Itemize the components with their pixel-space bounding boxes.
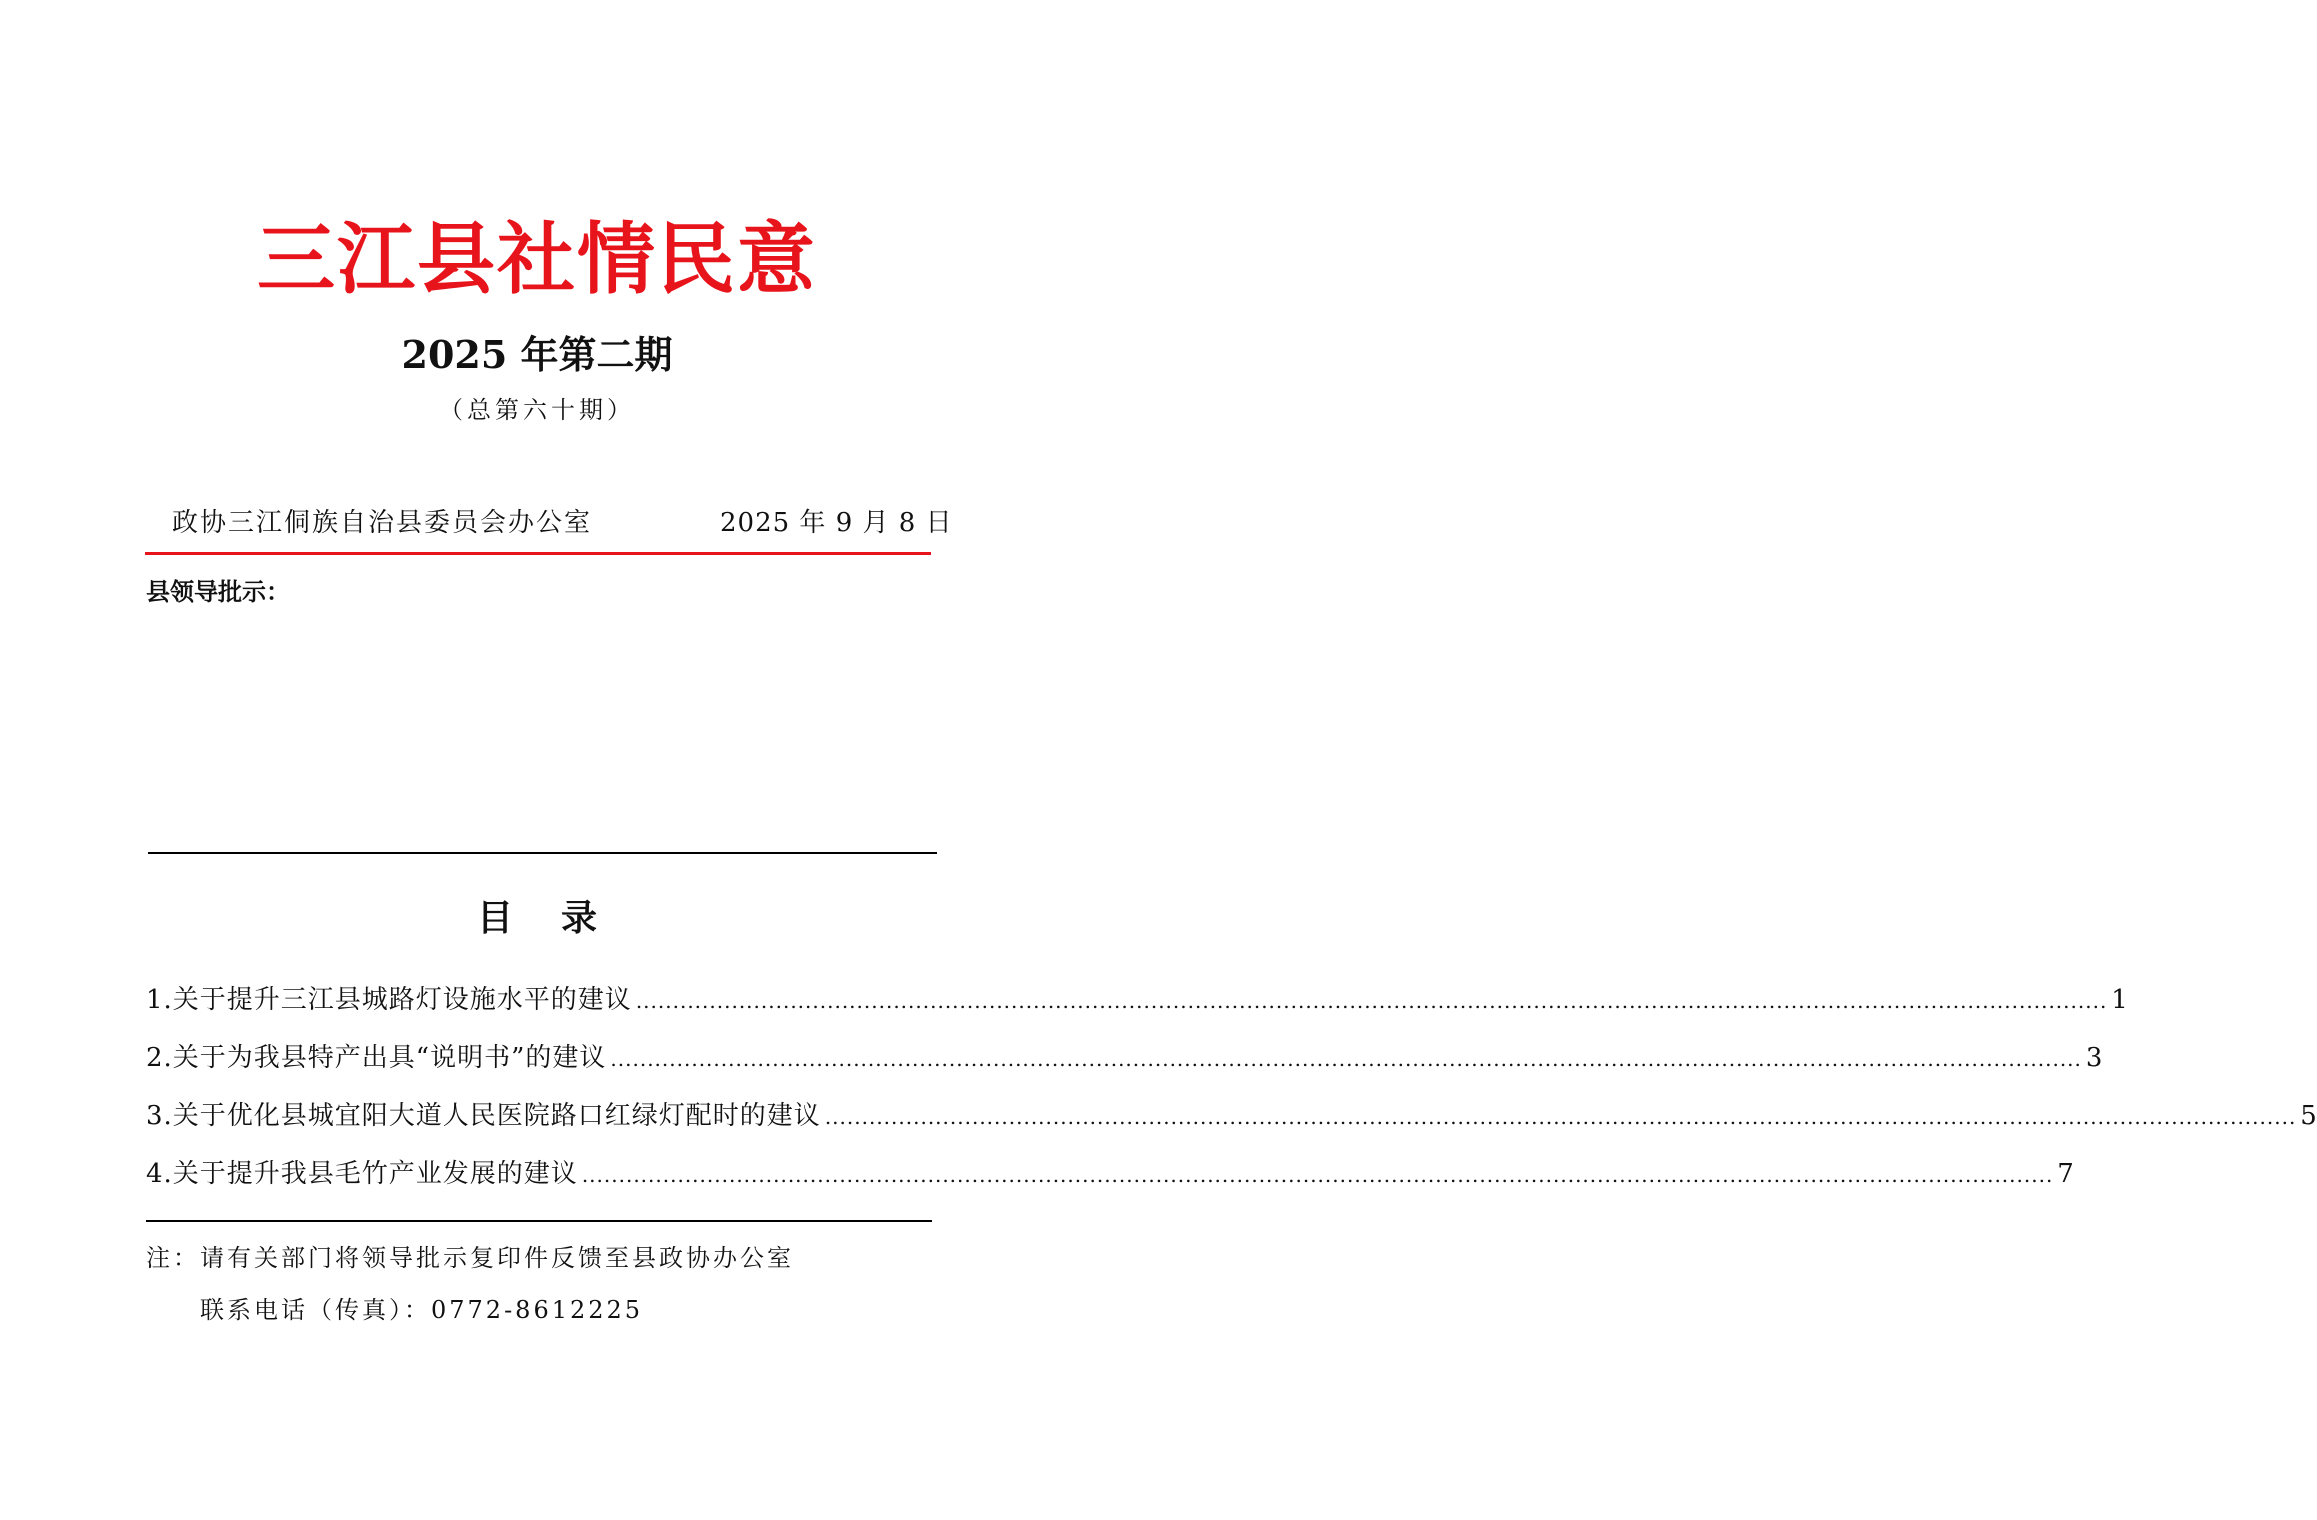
toc-item[interactable] <box>146 1038 2103 1096</box>
toc-item[interactable] <box>146 1096 2317 1154</box>
toc-item-text: 4.关于提升我县毛竹产业发展的建议 <box>146 1159 578 1189</box>
masthead-title: 三江县社情民意 <box>256 214 817 305</box>
toc-item-text: 2.关于为我县特产出具“说明书”的建议 <box>146 1043 607 1073</box>
toc-item-page: 1 <box>2111 985 2128 1015</box>
issue-number: 2025 年第二期 <box>401 332 673 377</box>
contact-phone: 联系电话（传真）：0772-8612225 <box>200 1296 644 1324</box>
issue-date: 2025 年 9 月 8 日 <box>720 508 953 538</box>
toc-item[interactable] <box>146 1154 2074 1212</box>
leader-approval-label: 县领导批示： <box>146 578 290 606</box>
issuing-organization: 政协三江侗族自治县委员会办公室 <box>172 508 593 538</box>
total-issue: （总第六十期） <box>439 396 635 424</box>
toc-item[interactable] <box>146 980 2128 1038</box>
toc-leader-dots: ........................................................................................................................................................................................................ <box>610 1047 2082 1071</box>
toc-leader-dots: ........................................................................................................................................................................................................ <box>824 1105 2297 1129</box>
toc-item-text: 1.关于提升三江县城路灯设施水平的建议 <box>146 985 632 1015</box>
toc-title <box>0 893 1074 943</box>
toc-item-page: 7 <box>2057 1159 2074 1189</box>
toc-title-part2: 录 <box>561 897 598 939</box>
toc-leader-dots: ........................................................................................................................................................................................................ <box>581 1163 2054 1187</box>
red-divider <box>145 552 931 555</box>
toc-title-part1: 目 <box>476 897 513 939</box>
toc-list <box>146 980 2317 1212</box>
toc-item-page: 3 <box>2085 1043 2103 1073</box>
divider-bottom <box>146 1220 932 1222</box>
toc-leader-dots: ........................................................................................................................................................................................................ <box>635 989 2108 1013</box>
toc-item-page: 5 <box>2300 1101 2317 1131</box>
divider-top <box>148 852 937 854</box>
feedback-note: 注：请有关部门将领导批示复印件反馈至县政协办公室 <box>146 1244 794 1272</box>
toc-item-text: 3.关于优化县城宜阳大道人民医院路口红绿灯配时的建议 <box>146 1101 821 1131</box>
